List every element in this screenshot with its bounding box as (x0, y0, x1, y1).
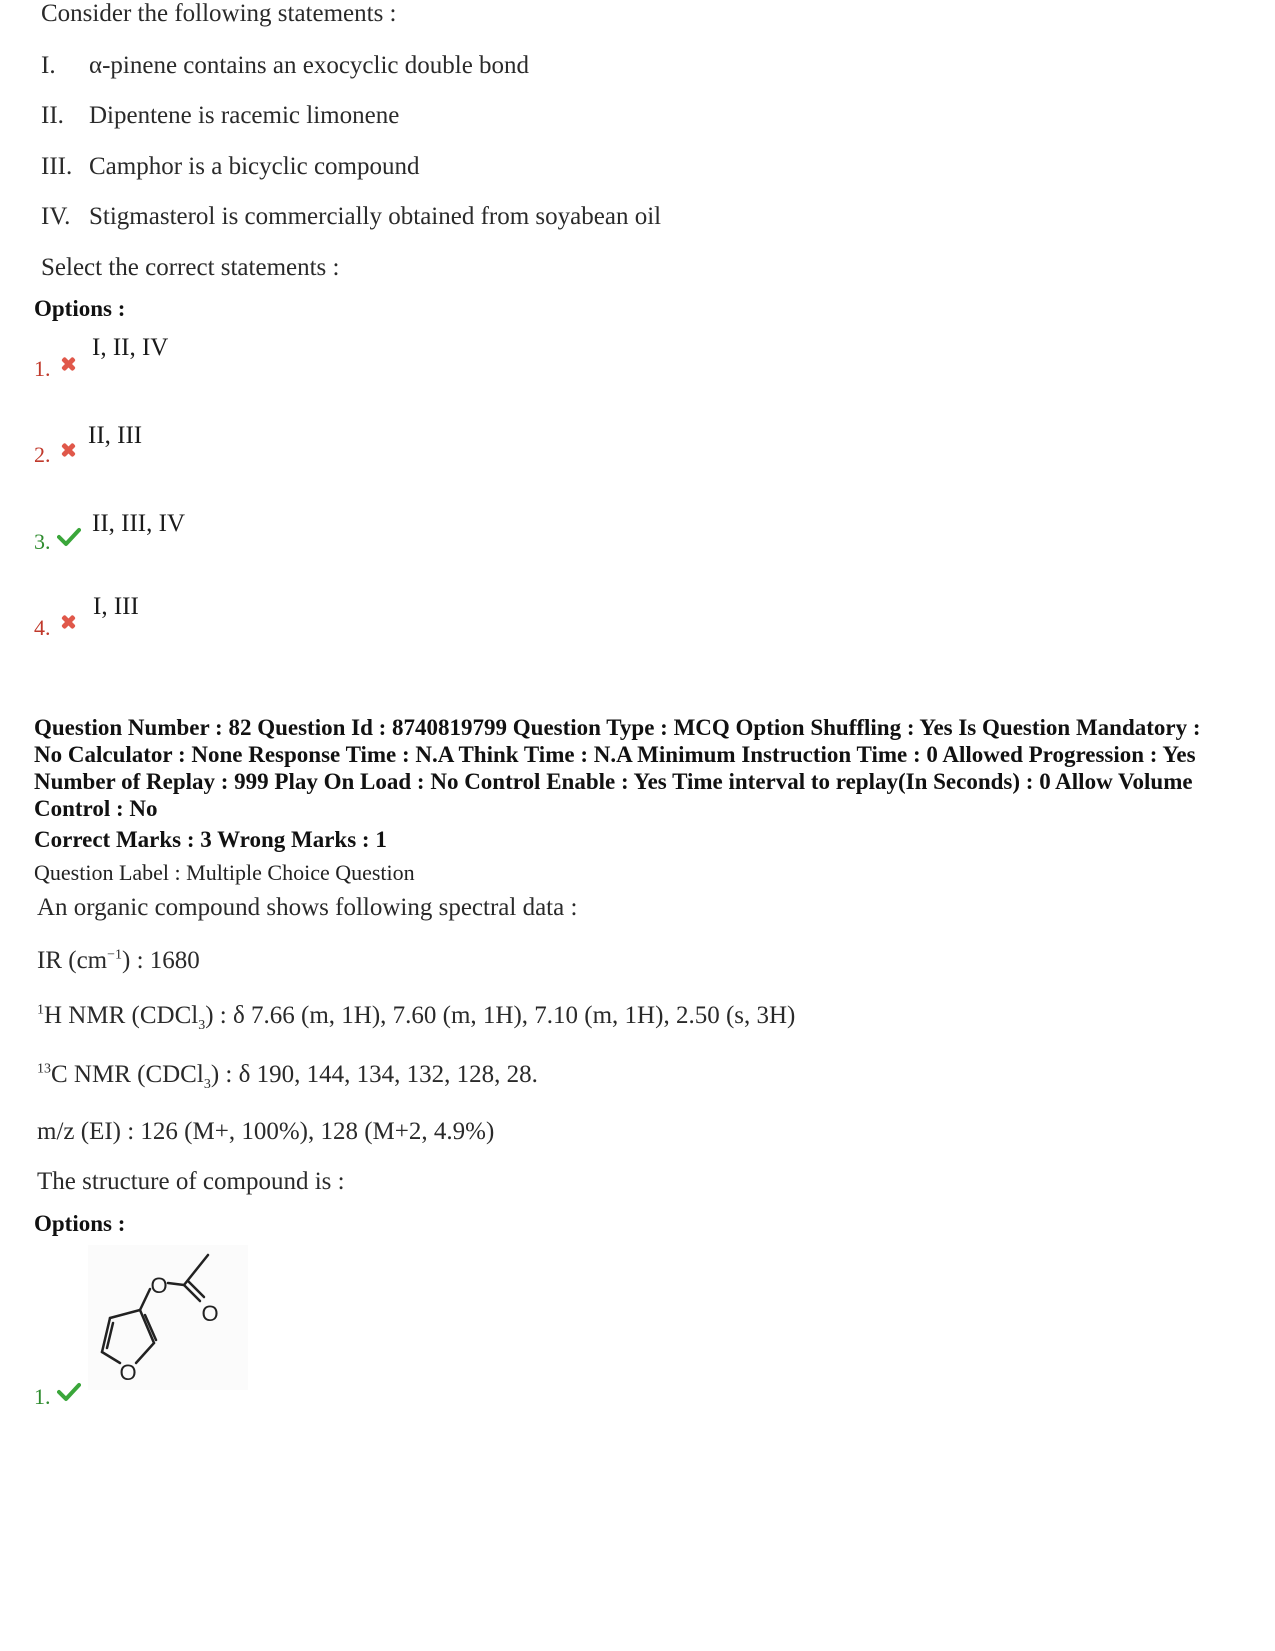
option-text: II, III (88, 422, 143, 449)
cnmr-data (37, 1061, 538, 1093)
question-label: Question Label : Multiple Choice Question (34, 860, 415, 885)
cnmr-main: C NMR (CDCl (51, 1061, 204, 1088)
statement-text: α-pinene contains an exocyclic double bond (89, 52, 530, 79)
option-number: 1. (34, 356, 51, 381)
hnmr-suffix: ) : δ 7.66 (m, 1H), 7.60 (m, 1H), 7.10 (m, 1H), 2.50 (s, 3H) (205, 1002, 796, 1029)
hnmr-main: H NMR (CDCl (44, 1002, 199, 1029)
option-text: I, II, IV (92, 334, 169, 361)
question-intro: Consider the following statements : (41, 0, 397, 27)
option-number: 1. (34, 1384, 51, 1409)
ir-suffix: ) : 1680 (122, 947, 200, 974)
question-prompt: The structure of compound is : (37, 1168, 345, 1195)
ir-prefix: IR (cm (37, 947, 108, 974)
question-intro: An organic compound shows following spectral data : (37, 894, 578, 921)
statement-number: II. (41, 102, 64, 129)
question-prompt: Select the correct statements : (41, 254, 340, 281)
hnmr-superscript: 1 (37, 1002, 44, 1018)
chemical-structure-image (88, 1245, 248, 1390)
option-number: 4. (34, 615, 51, 640)
option-number: 3. (34, 529, 51, 554)
ester-oxygen-label: O (150, 1273, 168, 1298)
marks-info: Correct Marks : 3 Wrong Marks : 1 (34, 827, 387, 852)
check-icon (57, 1382, 81, 1402)
statement-text: Stigmasterol is commercially obtained from soyabean oil (89, 203, 662, 230)
hnmr-data (37, 1002, 795, 1034)
statement-number: IV. (41, 203, 71, 230)
cross-icon (60, 442, 76, 458)
option-number: 2. (34, 442, 51, 467)
mass-spec-data: m/z (EI) : 126 (M+, 100%), 128 (M+2, 4.9%) (37, 1118, 495, 1145)
options-heading: Options : (34, 1211, 126, 1236)
cnmr-superscript: 13 (37, 1061, 51, 1077)
check-icon (57, 527, 81, 547)
cnmr-suffix: ) : δ 190, 144, 134, 132, 128, 28. (210, 1061, 538, 1088)
statement-number: III. (41, 153, 73, 180)
statement-number: I. (41, 52, 56, 79)
statement-text: Camphor is a bicyclic compound (89, 153, 420, 180)
cnmr-subscript: 3 (203, 1077, 211, 1092)
ir-data (37, 947, 200, 975)
options-heading: Options : (34, 296, 126, 321)
ir-superscript: −1 (107, 947, 123, 963)
carbonyl-oxygen-label: O (201, 1301, 219, 1326)
hnmr-subscript: 3 (198, 1018, 206, 1033)
statement-text: Dipentene is racemic limonene (89, 102, 400, 129)
option-text: I, III (93, 593, 139, 620)
cross-icon (60, 356, 76, 372)
option-text: II, III, IV (92, 510, 186, 537)
question-metadata: Question Number : 82 Question Id : 8740819799 Question Type : MCQ Option Shuffling : Yes Is Question Mandatory : No Calculator : None Response Time : N.A Think Time : N.A Minimum Instruction Time : 0 Allowed Progression : Yes Number of Replay : 999 Play On Load : No Control Enable : Yes Time interval to replay(In Seconds) : 0 Allow Volume Control : No (34, 715, 1201, 821)
cross-icon (60, 614, 76, 630)
ring-oxygen-label: O (119, 1360, 137, 1385)
